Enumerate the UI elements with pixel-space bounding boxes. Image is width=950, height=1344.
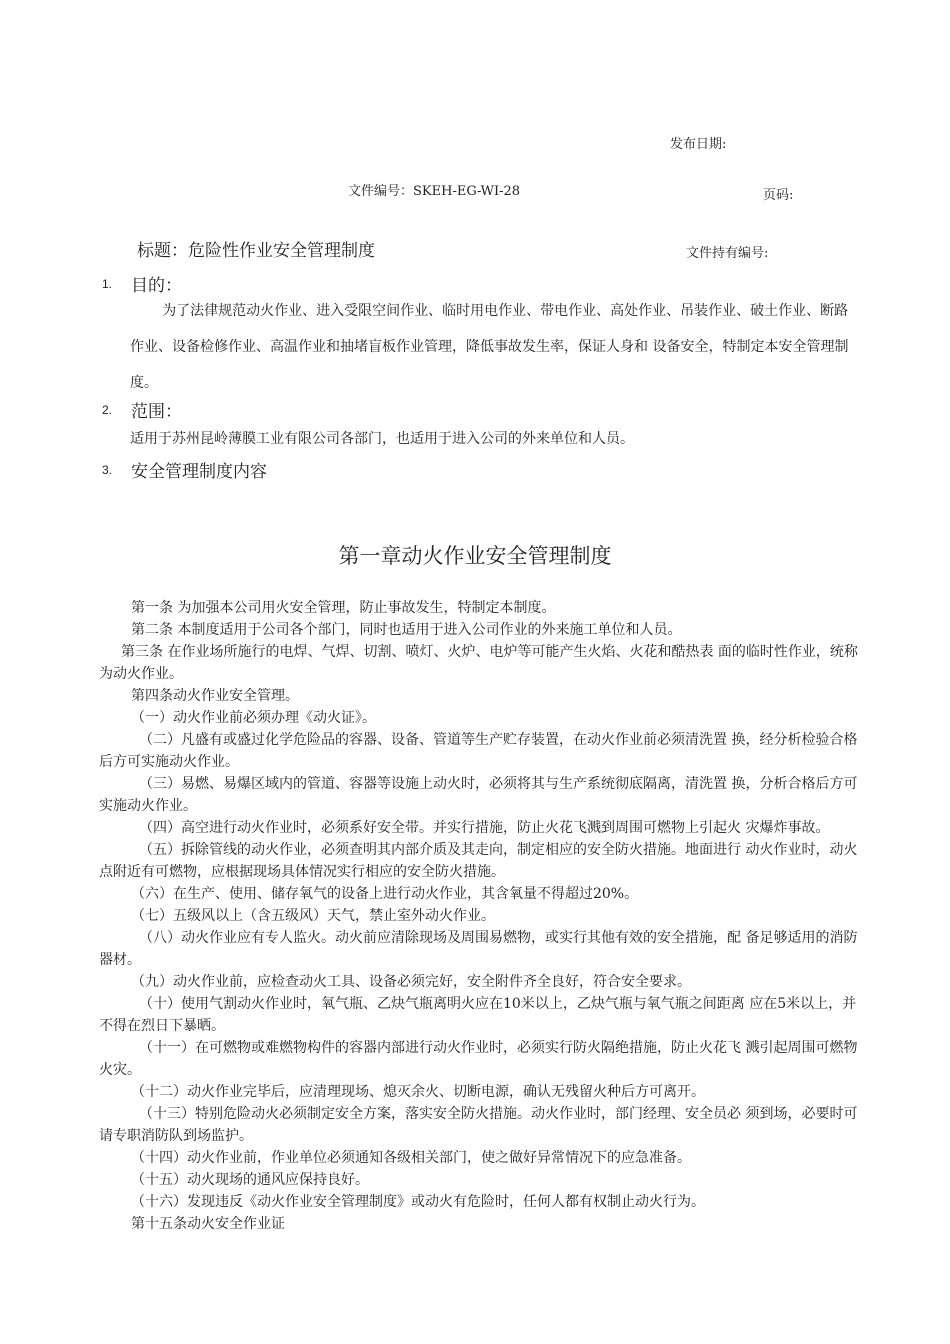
article-line: （四）高空进行动火作业时，必须系好安全带。并实行措施，防止火花飞溅到周围可燃物上引起火 灾爆炸事故。	[139, 820, 830, 836]
section-title-purpose: 目的：	[131, 276, 182, 296]
holder-number-label: 文件持有编号:	[686, 246, 769, 261]
article-line: （七）五级风以上（含五级风）天气，禁止室外动火作业。	[131, 908, 495, 924]
section-number-2: 2.	[102, 403, 113, 417]
page-number-label: 页码:	[763, 188, 794, 203]
document-number: 文件编号：SKEH-EG-WI-28	[348, 184, 521, 199]
article-line: （十四）动火作业前，作业单位必须通知各级相关部门，使之做好异常情况下的应急准备。	[131, 1150, 691, 1166]
article-line: （九）动火作业前，应检查动火工具、设备必须完好，安全附件齐全良好，符合安全要求。	[131, 974, 691, 990]
article-line: （十）使用气割动火作业时，氧气瓶、乙炔气瓶离明火应在10米以上，乙炔气瓶与氧气瓶之间距离 应在5米以上，并不得在烈日下暴晒。	[99, 996, 857, 1034]
document-title: 标题：危险性作业安全管理制度	[137, 241, 375, 261]
section-body-scope: 适用于苏州昆岭薄膜工业有限公司各部门，也适用于进入公司的外来单位和人员。	[130, 431, 634, 447]
article-line: （二）凡盛有或盛过化学危险品的容器、设备、管道等生产贮存装置，在动火作业前必须清洗置 换，经分析检验合格后方可实施动火作业。	[99, 732, 858, 770]
article-line: 第三条 在作业场所施行的电焊、气焊、切割、喷灯、火炉、电炉等可能产生火焰、火花和酷热表 面的临时性作业，统称为动火作业。	[99, 644, 858, 682]
article-line: （八）动火作业应有专人监火。动火前应清除现场及周围易燃物，或实行其他有效的安全措施，配 备足够适用的消防器材。	[99, 930, 858, 968]
section-body-purpose: 为了法律规范动火作业、进入受限空间作业、临时用电作业、带电作业、高处作业、吊装作业、破土作业、断路作业、设备检修作业、高温作业和抽堵盲板作业管理，降低事故发生率，保证人身和 设备安全，特制定本安全管理制度。	[130, 303, 849, 391]
article-line: （五）拆除管线的动火作业，必须查明其内部介质及其走向，制定相应的安全防火措施。地面进行 动火作业时，动火点附近有可燃物，应根据现场具体情况实行相应的安全防火措施。	[99, 842, 858, 880]
publish-date-label: 发布日期:	[670, 137, 727, 152]
section-number-1: 1.	[102, 277, 113, 291]
article-line: （十二）动火作业完毕后，应清理现场、熄灭余火、切断电源，确认无残留火种后方可离开。	[131, 1084, 705, 1100]
article-line: （六）在生产、使用、储存氧气的设备上进行动火作业，其含氧量不得超过20%。	[131, 886, 639, 902]
section-number-3: 3.	[102, 463, 113, 477]
article-line: 第一条 为加强本公司用火安全管理，防止事故发生，特制定本制度。	[131, 600, 556, 616]
article-line: 第四条动火作业安全管理。	[131, 688, 299, 704]
article-line: （三）易燃、易爆区域内的管道、容器等设施上动火时，必须将其与生产系统彻底隔离，清洗置 换，分析合格后方可实施动火作业。	[99, 776, 858, 814]
article-line: （一）动火作业前必须办理《动火证》。	[131, 710, 376, 726]
article-line: 第十五条动火安全作业证	[131, 1216, 285, 1232]
article-line: （十六）发现违反《动火作业安全管理制度》或动火有危险时，任何人都有权制止动火行为。	[131, 1194, 705, 1210]
article-line: 第二条 本制度适用于公司各个部门，同时也适用于进入公司作业的外来施工单位和人员。	[131, 622, 682, 638]
chapter-title: 第一章动火作业安全管理制度	[338, 544, 612, 568]
article-line: （十五）动火现场的通风应保持良好。	[131, 1172, 369, 1188]
article-line: （十三）特别危险动火必须制定安全方案，落实安全防火措施。动火作业时，部门经理、安全员必 须到场，必要时可请专职消防队到场监护。	[99, 1106, 858, 1144]
section-title-content: 安全管理制度内容	[131, 462, 267, 482]
section-title-scope: 范围：	[131, 402, 182, 422]
article-line: （十一）在可燃物或难燃物构件的容器内部进行动火作业时，必须实行防火隔绝措施，防止火花飞 溅引起周围可燃物火灾。	[99, 1040, 858, 1078]
articles-body	[99, 597, 863, 1235]
